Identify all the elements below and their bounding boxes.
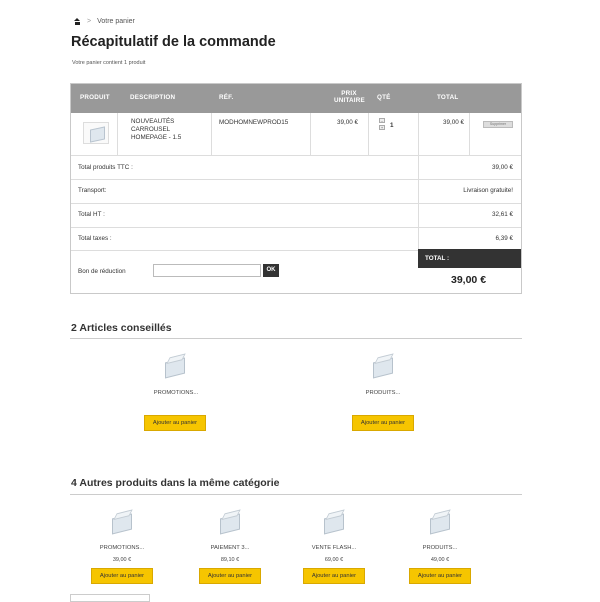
others-title: 4 Autres produits dans la même catégorie bbox=[71, 477, 280, 489]
header-prix-line2: UNITAIRE bbox=[334, 97, 365, 104]
bottom-navigation-box[interactable] bbox=[70, 594, 150, 602]
product-image[interactable] bbox=[214, 510, 246, 538]
add-to-cart-button[interactable]: Ajouter au panier bbox=[199, 568, 261, 584]
total-taxes-value: 6,39 € bbox=[495, 235, 513, 242]
transport-label: Transport: bbox=[78, 187, 107, 194]
product-thumbnail[interactable] bbox=[83, 122, 109, 144]
voucher-ok-button[interactable]: OK bbox=[263, 264, 279, 277]
add-to-cart-button[interactable]: Ajouter au panier bbox=[91, 568, 153, 584]
header-total: TOTAL bbox=[437, 94, 459, 101]
quantity-increase-icon[interactable]: + bbox=[380, 125, 384, 130]
delete-product-button[interactable]: Supprimer bbox=[483, 121, 513, 128]
header-qte: QTÉ bbox=[377, 94, 391, 101]
product-description-line3: HOMEPAGE - 1.5 bbox=[131, 134, 182, 141]
product-image[interactable] bbox=[159, 354, 191, 382]
header-prix-line1: PRIX bbox=[341, 90, 357, 97]
product-unit-price: 39,00 € bbox=[337, 119, 359, 126]
recommended-title: 2 Articles conseillés bbox=[71, 322, 172, 334]
product-price: 49,00 € bbox=[430, 557, 450, 563]
grand-total-label: TOTAL : bbox=[425, 255, 450, 262]
product-name[interactable]: VENTE FLASH... bbox=[311, 545, 357, 551]
product-total: 39,00 € bbox=[443, 119, 465, 126]
add-to-cart-button[interactable]: Ajouter au panier bbox=[352, 415, 414, 431]
cart-count-text: Votre panier contient 1 produit bbox=[72, 60, 146, 66]
home-icon[interactable] bbox=[74, 18, 81, 25]
breadcrumb-current: Votre panier bbox=[97, 18, 135, 25]
product-name[interactable]: PROMOTIONS... bbox=[153, 390, 199, 396]
cart-table-header bbox=[71, 84, 521, 113]
add-to-cart-button[interactable]: Ajouter au panier bbox=[303, 568, 365, 584]
product-name[interactable]: PROMOTIONS... bbox=[99, 545, 145, 551]
product-image[interactable] bbox=[424, 510, 456, 538]
voucher-label: Bon de réduction bbox=[78, 268, 126, 275]
product-description-line1: NOUVEAUTÉS bbox=[131, 118, 175, 125]
product-price: 89,10 € bbox=[220, 557, 240, 563]
header-ref: RÉF. bbox=[219, 94, 234, 101]
breadcrumb bbox=[74, 18, 135, 25]
header-description: DESCRIPTION bbox=[130, 94, 176, 101]
product-image[interactable] bbox=[318, 510, 350, 538]
product-price: 39,00 € bbox=[112, 557, 132, 563]
total-ht-label: Total HT : bbox=[78, 211, 105, 218]
grand-total-bar bbox=[418, 249, 521, 268]
add-to-cart-button[interactable]: Ajouter au panier bbox=[144, 415, 206, 431]
breadcrumb-separator: > bbox=[87, 18, 92, 25]
quantity-decrease-icon[interactable]: – bbox=[380, 118, 384, 123]
product-description[interactable] bbox=[131, 118, 181, 142]
total-ttc-value: 39,00 € bbox=[491, 164, 513, 171]
page-title: Récapitulatif de la commande bbox=[71, 34, 276, 50]
transport-value: Livraison gratuite! bbox=[463, 187, 513, 194]
product-ref: MODHOMNEWPROD15 bbox=[219, 119, 289, 126]
product-price: 69,00 € bbox=[324, 557, 344, 563]
product-image[interactable] bbox=[367, 354, 399, 382]
add-to-cart-button[interactable]: Ajouter au panier bbox=[409, 568, 471, 584]
header-prix bbox=[334, 90, 364, 104]
header-produit: PRODUIT bbox=[80, 94, 110, 101]
grand-total-value: 39,00 € bbox=[451, 274, 487, 286]
product-name[interactable]: PAIEMENT 3... bbox=[210, 545, 250, 551]
product-name[interactable]: PRODUITS... bbox=[422, 545, 458, 551]
product-quantity: 1 bbox=[390, 122, 394, 129]
product-image[interactable] bbox=[106, 510, 138, 538]
cart-summary-box bbox=[70, 83, 522, 294]
product-description-line2: CARROUSEL bbox=[131, 126, 171, 133]
total-ttc-label: Total produits TTC : bbox=[78, 164, 133, 171]
voucher-input[interactable] bbox=[153, 264, 261, 277]
product-name[interactable]: PRODUITS... bbox=[365, 390, 401, 396]
total-ht-value: 32,61 € bbox=[491, 211, 513, 218]
total-taxes-label: Total taxes : bbox=[78, 235, 112, 242]
